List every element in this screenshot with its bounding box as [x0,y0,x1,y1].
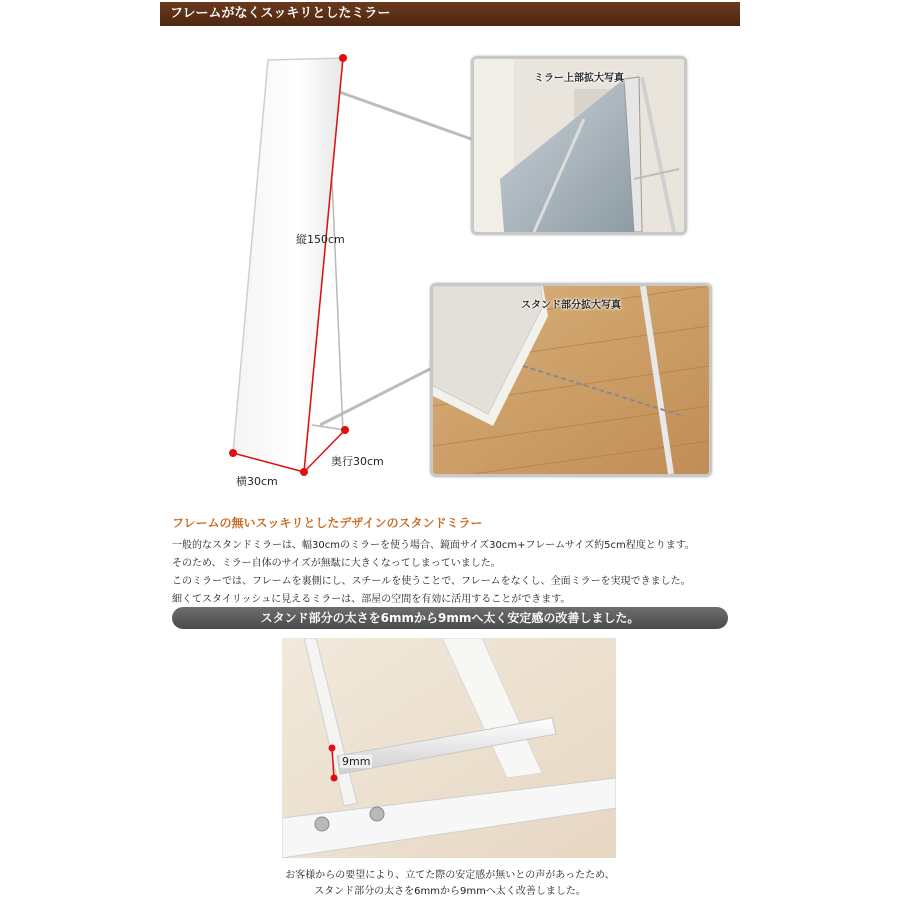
thickness-label: 9mm [342,755,371,768]
photo-label-stand: スタンド部分拡大写真 [521,300,621,311]
description-line: このミラーでは、フレームを裏側にし、スチールを使うことで、フレームをなくし、全面ミラーを実現できました。 [172,576,691,587]
description-line: 一般的なスタンドミラーは、幅30cmのミラーを使う場合、鏡面サイズ30cm+フレームサイズ約5cm程度とります。 [172,540,695,551]
caption-line: スタンド部分の太さを6mmから9mmへ太く改善しました。 [314,886,586,897]
page-title: フレームがなくスッキリとしたミラー [160,2,740,26]
description-line: 細くてスタイリッシュに見えるミラーは、部屋の空間を有効に活用することができます。 [172,594,571,605]
depth-label: 奥行30cm [331,455,384,468]
photo-label-top: ミラー上部拡大写真 [534,73,624,84]
stand-base [312,425,345,430]
section-heading: フレームの無いスッキリとしたデザインのスタンドミラー [172,516,483,530]
stand-thickness-photo [282,638,616,858]
mirror-panel [233,58,343,472]
improvement-banner: スタンド部分の太さを6mmから9mmへ太く安定感の改善しました。 [172,607,728,629]
mirror-top-photo [471,56,687,235]
connector-line-stand [320,368,432,425]
marker-dot [229,449,237,457]
caption-line: お客様からの要望により、立てた際の安定感が無いとの声があったため、 [285,870,615,881]
height-label: 縦150cm [296,233,345,246]
marker-dot [300,468,308,476]
stand-leg [332,180,343,432]
marker-dot [339,54,347,62]
marker-dot [341,426,349,434]
width-label: 横30cm [236,475,278,488]
stand-photo [430,283,712,477]
description-line: そのため、ミラー自体のサイズが無駄に大きくなってしまっていました。 [172,558,501,569]
